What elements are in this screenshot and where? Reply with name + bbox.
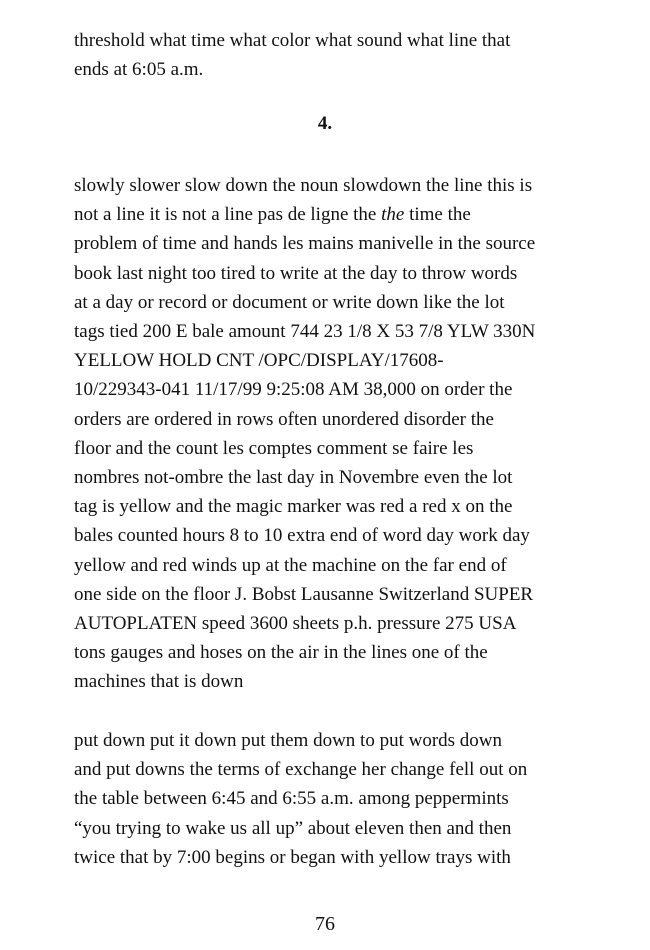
text-line: tag is yellow and the magic marker was red a red x on the — [74, 496, 513, 518]
text-line: book last night too tired to write at the day to throw words — [74, 262, 518, 284]
text-line: floor and the count les comptes comment se faire les — [74, 437, 474, 459]
text-line: slowly slower slow down the noun slowdown the line this is — [74, 175, 533, 196]
text-line: yellow and red winds up at the machine on the far end of — [74, 554, 507, 576]
intro-paragraph — [74, 26, 579, 84]
text-segment: not a line it is not a line pas de ligne the — [74, 204, 382, 226]
text-line: “you trying to wake us all up” about eleven then and then — [74, 817, 512, 839]
text-line: YELLOW HOLD CNT /OPC/DISPLAY/17608- — [74, 350, 444, 372]
text-line: machines that is down — [74, 671, 244, 693]
text-line: the table between 6:45 and 6:55 a.m. among peppermints — [74, 788, 509, 810]
main-paragraph — [74, 171, 579, 697]
text-line: bales counted hours 8 to 10 extra end of word day work day — [74, 525, 530, 547]
text-line: orders are ordered in rows often unordered disorder the — [74, 408, 494, 430]
italic-word: the — [381, 204, 405, 226]
text-line: 10/229343-041 11/17/99 9:25:08 AM 38,000 on order the — [74, 379, 513, 401]
text-line: twice that by 7:00 begins or began with yellow trays with — [74, 846, 511, 868]
text-line: tons gauges and hoses on the air in the lines one of the — [74, 642, 488, 664]
text-line: and put downs the terms of exchange her change fell out on — [74, 759, 528, 781]
text-line: threshold what time what color what sound what line that — [74, 30, 511, 51]
text-line: tags tied 200 E bale amount 744 23 1/8 X 53 7/8 YLW 330N — [74, 321, 536, 343]
text-line: put down put it down put them down to put words down — [74, 730, 503, 751]
text-line: problem of time and hands les mains manivelle in the source — [74, 233, 536, 255]
section-number: 4. — [317, 113, 333, 134]
page-number: 76 — [315, 913, 335, 935]
final-paragraph — [74, 726, 579, 872]
text-line: ends at 6:05 a.m. — [74, 59, 204, 81]
text-line: one side on the floor J. Bobst Lausanne Switzerland SUPER — [74, 583, 534, 605]
text-segment: time the — [404, 204, 471, 226]
text-line: AUTOPLATEN speed 3600 sheets p.h. pressure 275 USA — [74, 613, 517, 635]
text-line — [74, 200, 579, 229]
text-line: nombres not-ombre the last day in Novembre even the lot — [74, 467, 513, 489]
text-line: at a day or record or document or write down like the lot — [74, 291, 505, 313]
